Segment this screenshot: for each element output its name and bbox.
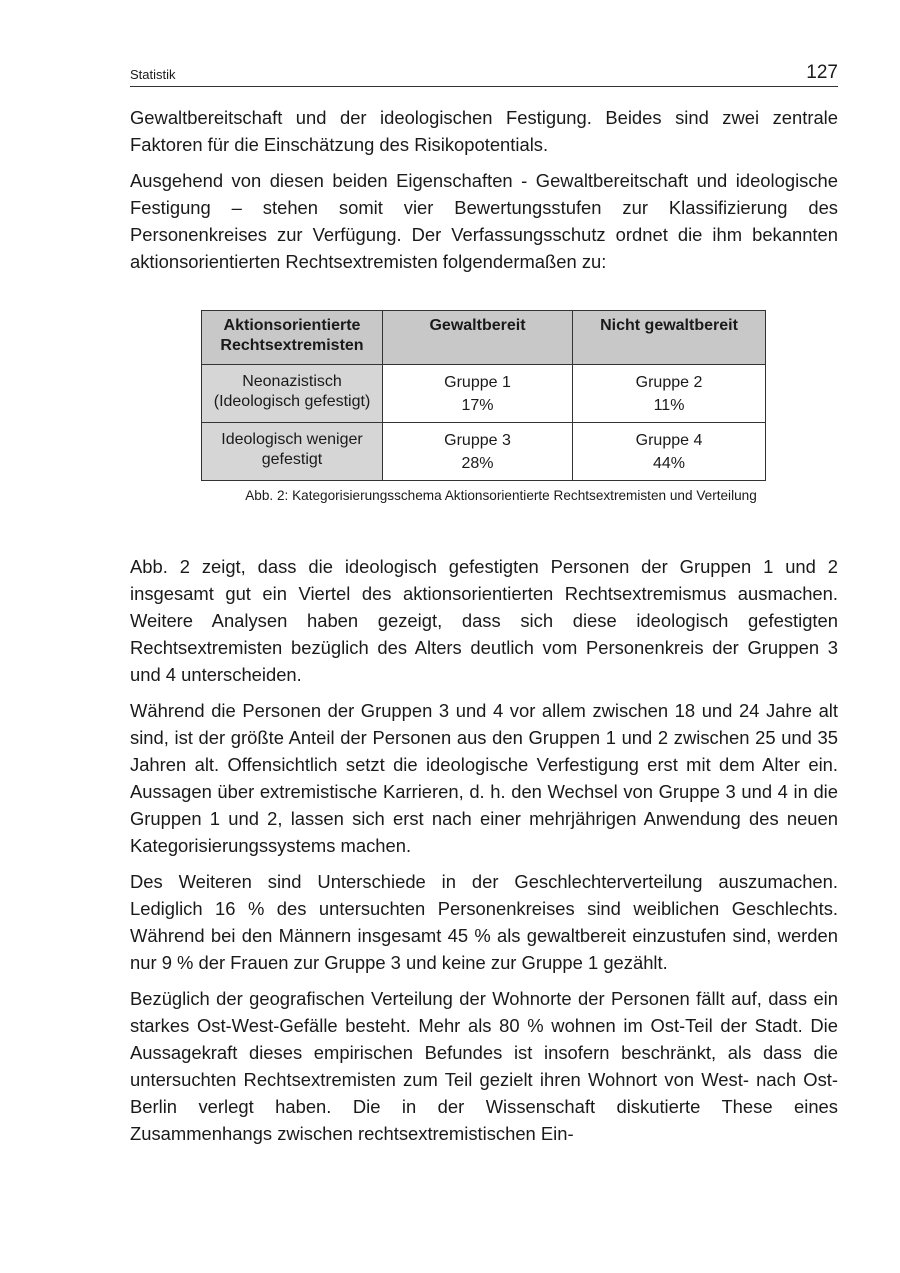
row-header: Ideologisch weniger gefestigt [202,423,383,481]
table-header-row [202,311,766,365]
group-share: 11% [653,397,685,414]
paragraph: Abb. 2 zeigt, dass die ideologisch gefestigten Personen der Gruppen 1 und 2 insgesamt gut ein Viertel des aktionsorientierten Rechtsextremismus ausmachen. Weitere Analysen haben gezeigt, dass sich diese ideologisch gefestigten Rechtsextremisten bezüglich des Alters deutlich vom Personenkreis der Gruppen 3 und 4 unterscheiden. [130,556,838,685]
paragraph: Bezüglich der geografischen Verteilung der Wohnorte der Personen fällt auf, dass ein starkes Ost-West-Gefälle besteht. Mehr als 80 % wohnen im Ost-Teil der Stadt. Die Aussagekraft dieses empirischen Befundes ist insofern beschränkt, als dass die untersuchten Rechtsextremisten zum Teil gezielt ihren Wohnort von West- nach Ost-Berlin verlegt haben. Die in der Wissenschaft diskutierte These eines Zusammenhangs zwischen rechtsextremistischen Ein- [130,988,838,1144]
table-cell [573,365,766,423]
running-title: Statistik [130,67,176,82]
classification-table-wrap [201,310,765,481]
paragraph: Gewaltbereitschaft und der ideologischen Festigung. Beides sind zwei zentrale Faktoren für die Einschätzung des Risikopotentials. [130,107,838,155]
group-share: 44% [652,455,686,472]
row-header: Neonazistisch (Ideologisch gefestigt) [202,365,383,423]
group-label: Gruppe 3 [444,432,511,449]
column-header: Aktionsorientierte Rechtsextremisten [202,311,383,365]
table-cell [383,365,573,423]
classification-table [201,310,766,481]
paragraph: Ausgehend von diesen beiden Eigenschaften - Gewaltbereitschaft und ideologische Festigung – stehen somit vier Bewertungsstufen zur Klassifizierung des Personenkreises zur Verfügung. Der Verfassungsschutz ordnet die ihm bekannten aktionsorientierten Rechtsextremisten folgendermaßen zu: [130,170,838,272]
column-header: Nicht gewaltbereit [573,311,766,365]
paragraph: Des Weiteren sind Unterschiede in der Geschlechterverteilung auszumachen. Lediglich 16 % des untersuchten Personenkreises sind weiblichen Geschlechts. Während bei den Männern insgesamt 45 % als gewaltbereit einzustufen sind, werden nur 9 % der Frauen zur Gruppe 3 und keine zur Gruppe 1 gezählt. [130,871,838,973]
table-row [202,365,766,423]
group-label: Gruppe 4 [635,432,703,449]
figure-caption: Abb. 2: Kategorisierungsschema Aktionsorientierte Rechtsextremisten und Verteilung [245,488,757,503]
page-number: 127 [806,62,838,83]
column-header: Gewaltbereit [383,311,573,365]
table-cell [573,423,766,481]
body-text-top [130,104,838,275]
body-text-bottom [130,553,838,1147]
group-share: 28% [461,455,494,472]
table-row [202,423,766,481]
group-label: Gruppe 1 [444,374,511,391]
group-share: 17% [461,397,494,414]
page-header [130,60,838,87]
table-cell [383,423,573,481]
group-label: Gruppe 2 [635,374,703,391]
paragraph: Während die Personen der Gruppen 3 und 4 vor allem zwischen 18 und 24 Jahre alt sind, ist der größte Anteil der Personen aus den Gruppen 1 und 2 zwischen 25 und 35 Jahren alt. Offensichtlich setzt die ideologische Verfestigung erst mit dem Alter ein. Aussagen über extremistische Karrieren, d. h. den Wechsel von Gruppe 3 und 4 in die Gruppen 1 und 2, lassen sich erst nach einer mehrjährigen Anwendung des neuen Kategorisierungssystems machen. [130,700,838,856]
